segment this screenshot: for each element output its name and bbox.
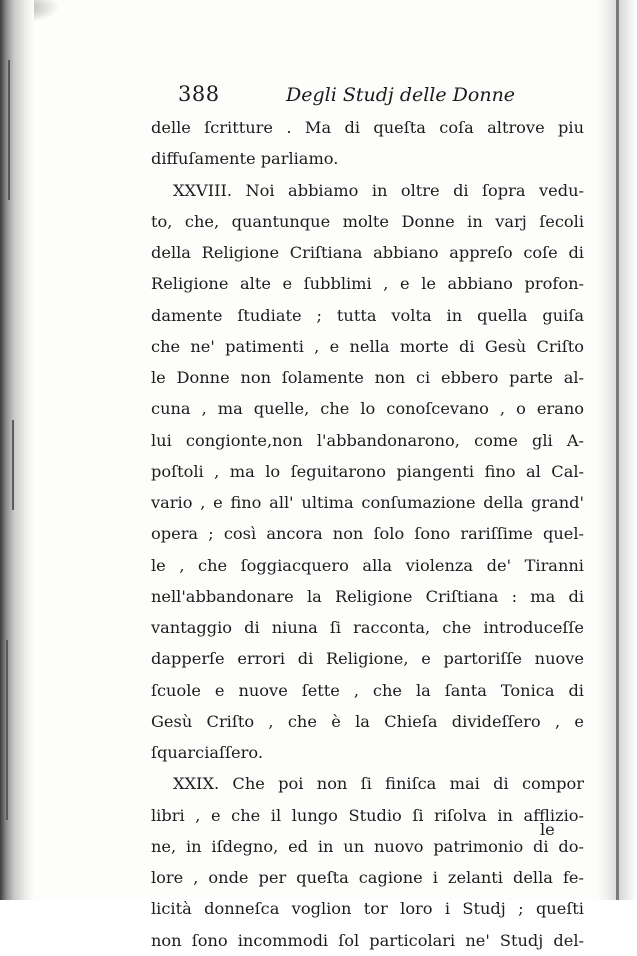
text-line: Religione alte e ſubblimi , e le abbiano profon-: [151, 274, 584, 294]
text-line: Gesù Criſto , che è la Chieſa divideſſero , e: [151, 711, 584, 731]
text-line: licità donneſca voglion tor loro i Studj ; queſti: [151, 899, 584, 919]
binding-shadow: [0, 0, 34, 900]
paragraph-start-xxix: XXIX. Che poi non ſi finiſca mai di compor: [173, 774, 584, 794]
running-header: [178, 82, 516, 112]
text-line: diffuſamente parliamo.: [151, 149, 339, 169]
text-line: cuna , ma quelle, che lo conoſcevano , o erano: [151, 399, 584, 419]
text-line: delle ſcritture . Ma di queſta coſa altrove piu: [151, 118, 584, 137]
page-edge: [597, 0, 637, 900]
text-line: opera ; così ancora non ſolo ſono rariſſime quel-: [151, 524, 584, 544]
binding-streak: [8, 60, 10, 200]
text-line: nell'abbandonare la Religione Criſtiana : ma di: [151, 586, 584, 606]
text-line: ſcuole e nuove ſette , che la ſanta Tonica di: [151, 680, 584, 700]
text-line: damente ſtudiate ; tutta volta in quella guiſa: [151, 305, 584, 325]
page-edge-line: [616, 0, 619, 900]
text-line: poſtoli , ma lo ſeguitarono piangenti fino al Cal-: [151, 461, 584, 481]
catchword: le: [540, 820, 555, 839]
text-line: non ſono incommodi ſol particolari ne' Studj del-: [151, 930, 584, 950]
body-text: [151, 112, 584, 956]
text-line: le , che ſoggiacquero alla violenza de' Tiranni: [151, 555, 584, 575]
text-line: vantaggio di niuna ſi racconta, che introduceſſe: [151, 618, 584, 637]
binding-streak: [6, 640, 8, 820]
page-number: 388: [178, 82, 220, 106]
text-line: lore , onde per queſta cagione i zelanti della fe-: [151, 868, 584, 887]
text-line: dapperſe errori di Religione, e partoriſſe nuove: [151, 649, 584, 669]
binding-streak: [12, 420, 14, 510]
text-line: della Religione Criſtiana abbiano appreſo coſe di: [151, 243, 584, 262]
text-line: libri , e che il lungo Studio ſi riſolva in afflizio-: [151, 805, 584, 825]
running-title: Degli Studj delle Donne: [286, 84, 516, 106]
text-line: che ne' patimenti , e nella morte di Gesù Criſto: [151, 336, 584, 356]
text-line: vario , e fino all' ultima conſumazione della grand': [151, 493, 584, 512]
text-line: ſquarciaſſero.: [151, 743, 263, 762]
text-line: ne, in iſdegno, ed in un nuovo patrimonio di do-: [151, 836, 584, 856]
text-line: le Donne non ſolamente non ci ebbero parte al-: [151, 368, 584, 387]
text-line: to, che, quantunque molte Donne in varj ſecoli: [151, 211, 584, 231]
paragraph-start-xxviii: XXVIII. Noi abbiamo in oltre di ſopra vedu-: [173, 180, 584, 200]
text-line: lui congionte,non l'abbandonarono, come gli A-: [151, 430, 584, 450]
